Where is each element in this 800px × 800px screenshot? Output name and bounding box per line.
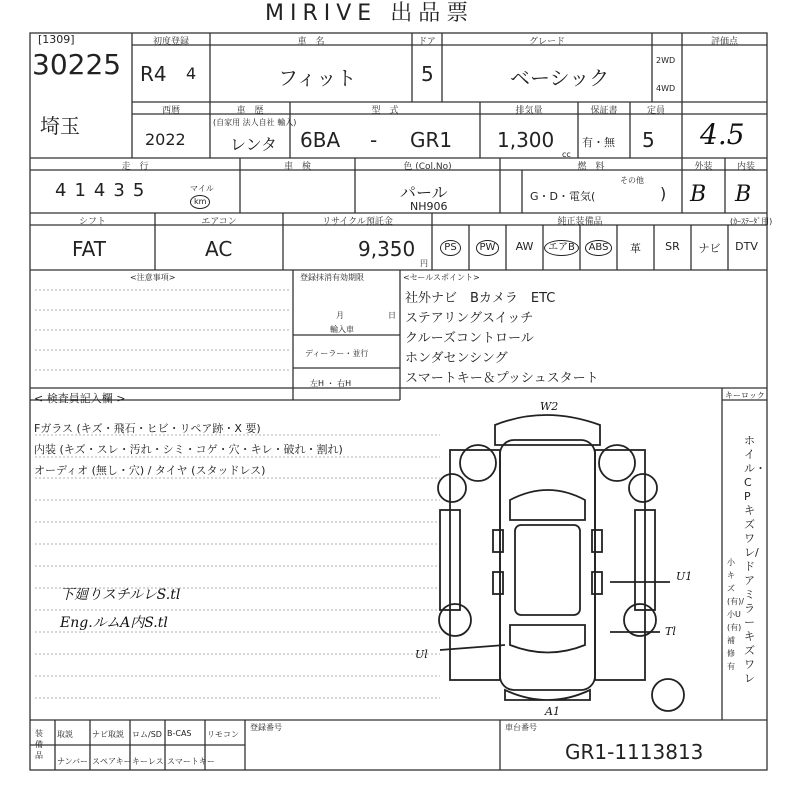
model-sep: - bbox=[370, 128, 378, 152]
equipment-item bbox=[469, 240, 506, 256]
model-year: 2022 bbox=[145, 130, 186, 149]
label-chassis: 車台番号 bbox=[505, 723, 537, 732]
label-key-lock: キーロック bbox=[725, 391, 765, 400]
accessory-item: B-CAS bbox=[167, 729, 192, 738]
label-capacity: 定員 bbox=[646, 106, 665, 116]
accessory-item: ナビ取説 bbox=[92, 730, 124, 739]
mark-left: Ul bbox=[415, 648, 428, 661]
equipment-circle: エアB bbox=[544, 240, 579, 256]
chassis-number: GR1-1113813 bbox=[565, 740, 704, 764]
model-code: GR1 bbox=[410, 128, 453, 152]
mark-right1: U1 bbox=[676, 570, 693, 583]
label-doors: ドア bbox=[418, 37, 436, 47]
interior-grade: B bbox=[735, 182, 752, 207]
label-recycle: リサイクル預託金 bbox=[322, 217, 393, 227]
label-mileage: 走 行 bbox=[121, 162, 149, 172]
hand-note-1: 下廻りスチルレS.tl bbox=[60, 587, 181, 603]
equipment-item: DTV bbox=[735, 240, 758, 253]
equipment-circle: PS bbox=[440, 240, 460, 256]
region: 埼玉 bbox=[40, 114, 80, 138]
drive-2wd: 2WD bbox=[656, 56, 676, 65]
eval-hand: 4.5 bbox=[700, 118, 745, 151]
mileage-digit: 4 bbox=[55, 180, 75, 201]
equipment-circle: ABS bbox=[585, 240, 613, 256]
form-title: 出品票 bbox=[390, 1, 475, 26]
label-first-reg: 初度登録 bbox=[152, 37, 189, 47]
mark-top: W2 bbox=[540, 400, 559, 413]
recycle-fee: 9,350 bbox=[358, 237, 416, 261]
lhd-rhd: 左H ・ 右H bbox=[310, 379, 352, 388]
drive-4wd: 4WD bbox=[656, 84, 676, 93]
reg-month: 月 bbox=[336, 311, 344, 320]
doors: 5 bbox=[421, 62, 434, 86]
fuel-other: その他 bbox=[620, 176, 644, 185]
mileage-digit: 4 bbox=[93, 180, 114, 201]
mileage-digit: 5 bbox=[132, 180, 153, 201]
label-fuel: 燃 料 bbox=[577, 162, 605, 172]
equipment-circle: PW bbox=[476, 240, 500, 256]
mileage bbox=[55, 180, 152, 201]
label-year: 西暦 bbox=[161, 106, 180, 116]
label-aircon: エアコン bbox=[201, 217, 237, 227]
label-import: 輸入車 bbox=[330, 325, 354, 334]
equipment-item: ナビ bbox=[698, 242, 721, 255]
equipment-item: 革 bbox=[630, 242, 641, 255]
accessory-item: ロム/SD bbox=[132, 730, 162, 739]
label-warranty: 保証書 bbox=[590, 106, 618, 116]
label-sales-points: <セールスポイント> bbox=[403, 273, 480, 282]
accessory-item: リモコン bbox=[207, 730, 239, 739]
car-diagram bbox=[438, 415, 684, 711]
mark-bottom: A1 bbox=[545, 705, 560, 718]
exterior-grade: B bbox=[690, 182, 707, 207]
label-accessories: 装備品 bbox=[35, 729, 43, 760]
hand-note-2: Eng.ルムA内S.tl bbox=[60, 615, 168, 631]
equipment-item: SR bbox=[665, 240, 680, 253]
warranty: 有・無 bbox=[582, 136, 615, 149]
label-inspection: 車 検 bbox=[283, 162, 311, 172]
dealer: ディーラー・並行 bbox=[305, 349, 369, 358]
inspector-audio: オーディオ (無し・穴) / タイヤ (スタッドレス) bbox=[34, 464, 266, 477]
accessory-item: スマートキー bbox=[167, 757, 215, 766]
era: R4 bbox=[140, 62, 167, 86]
car-history: レンタ bbox=[230, 135, 277, 154]
unit-km: km bbox=[190, 195, 210, 209]
mileage-digit: 1 bbox=[74, 180, 94, 201]
label-inspector: < 検査員記入欄 > bbox=[34, 392, 126, 405]
shift: FAT bbox=[72, 237, 107, 261]
label-navi-tuner: (ｶｰｽﾃｰﾀﾞ用) bbox=[730, 217, 773, 226]
label-reg-number: 登録番号 bbox=[250, 723, 282, 732]
accessory-item: キーレス bbox=[132, 757, 164, 766]
equipment-item bbox=[432, 240, 469, 256]
label-equipment: 純正装備品 bbox=[557, 217, 603, 227]
equipment-item: AW bbox=[515, 240, 534, 253]
capacity: 5 bbox=[642, 128, 655, 152]
label-name: 車 名 bbox=[297, 37, 325, 47]
vertical-checks-2: 小キズ(有)/小U(有)補修有 bbox=[727, 558, 744, 671]
color: パール bbox=[400, 183, 448, 202]
equipment-item bbox=[543, 240, 580, 256]
inspector-interior: 内装 (キズ・スレ・汚れ・シミ・コゲ・穴・キレ・破れ・割れ) bbox=[34, 443, 343, 456]
label-history: 車 歴 bbox=[236, 106, 264, 116]
mark-right2: Tl bbox=[665, 625, 676, 638]
displacement: 1,300 bbox=[497, 128, 555, 152]
reg-day: 日 bbox=[388, 311, 396, 320]
sales-point: クルーズコントロール bbox=[405, 331, 534, 346]
sales-point: ホンダセンシング bbox=[405, 351, 508, 366]
unit-cc: cc bbox=[562, 150, 571, 159]
sales-point: スマートキー＆プッシュスタート bbox=[405, 371, 599, 386]
vertical-checks: ホイル・CPキズワレ/ドアミラーキズワレ bbox=[744, 434, 766, 685]
label-color: 色 (Col.No) bbox=[403, 162, 452, 172]
unit-yen: 円 bbox=[420, 259, 428, 268]
fuel-close: ) bbox=[660, 184, 667, 203]
fuel: G・D・電気( bbox=[530, 190, 596, 203]
sales-point: 社外ナビ Bカメラ ETC bbox=[405, 291, 556, 306]
inspector-glass: Fガラス (キズ・飛石・ヒビ・リペア跡・X 要) bbox=[34, 422, 261, 435]
lot-number: 30225 bbox=[32, 48, 122, 81]
label-notes: <注意事項> bbox=[130, 273, 176, 282]
label-reg-deadline: 登録抹消有効期限 bbox=[300, 273, 364, 282]
lot-code: [1309] bbox=[38, 33, 75, 46]
equipment-item bbox=[580, 240, 617, 256]
accessory-item: ナンバー bbox=[57, 757, 89, 766]
color-code: NH906 bbox=[410, 200, 448, 213]
sales-point: ステアリングスイッチ bbox=[405, 311, 534, 326]
model-prefix: 6BA bbox=[300, 128, 341, 152]
car-name: フィット bbox=[278, 66, 357, 90]
label-exterior: 外装 bbox=[694, 162, 713, 172]
accessory-item: 取説 bbox=[57, 730, 73, 739]
label-interior: 内装 bbox=[736, 162, 755, 172]
accessory-item: スペアキー bbox=[92, 757, 132, 766]
label-eval: 評価点 bbox=[710, 37, 738, 47]
unit-mile: マイル bbox=[190, 184, 214, 193]
label-grade: グレード bbox=[528, 37, 565, 47]
label-shift: シフト bbox=[78, 217, 106, 227]
label-model: 型 式 bbox=[371, 106, 399, 116]
header-title bbox=[265, 0, 474, 27]
mileage-digit: 3 bbox=[113, 180, 133, 201]
history-sub: (自家用 法人自社 輸入) bbox=[213, 118, 297, 127]
grade: ベーシック bbox=[510, 66, 610, 90]
label-displacement: 排気量 bbox=[515, 106, 543, 116]
brand-name: MIRIVE bbox=[265, 1, 378, 26]
month: 4 bbox=[186, 64, 197, 83]
aircon: AC bbox=[205, 237, 233, 261]
